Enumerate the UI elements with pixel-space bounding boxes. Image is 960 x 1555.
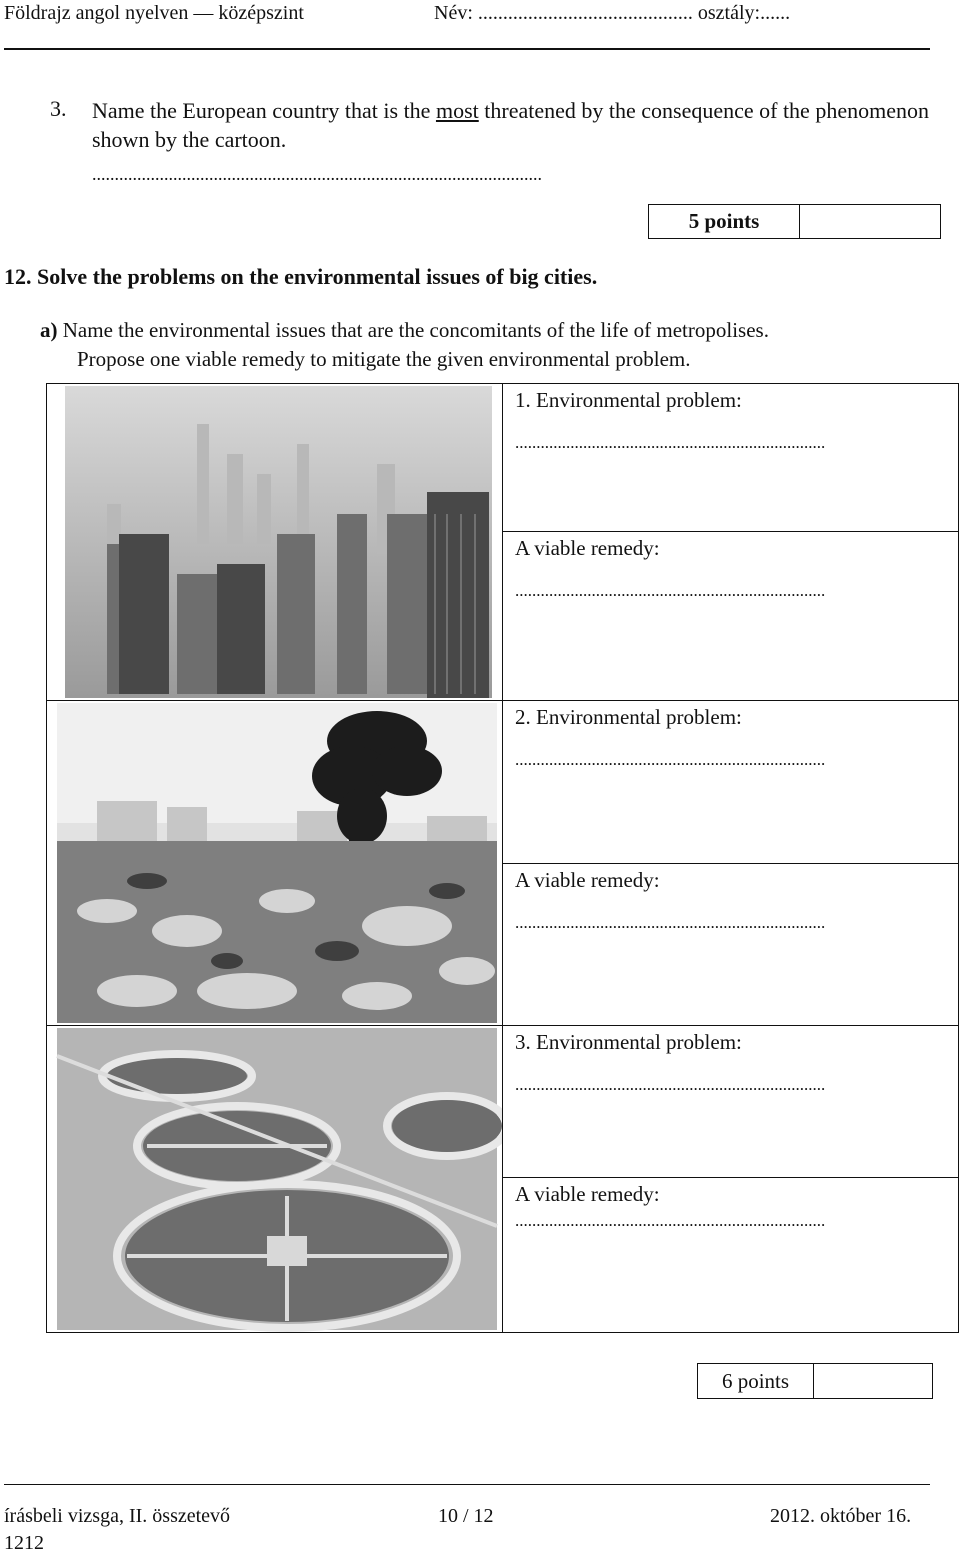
header-right: Név: ........................................... osztály:......: [434, 2, 791, 24]
problem-answer-line-3[interactable]: .........................................................................: [515, 1075, 826, 1094]
remedy-answer-line-2[interactable]: .........................................................................: [515, 912, 826, 932]
grid-row-3-problem: [47, 1026, 959, 1178]
points-score-cell-bottom[interactable]: [814, 1364, 932, 1398]
points-label-bottom: 6 points: [698, 1364, 814, 1398]
qa-line1: [40, 318, 769, 343]
problem-label-2: 2. Environmental problem:: [515, 705, 742, 729]
footer-rule: [4, 1484, 930, 1485]
problem-answer-line-2[interactable]: .........................................................................: [515, 750, 826, 769]
problem-cell-2: [503, 701, 959, 864]
grid-row-2-problem: [47, 701, 959, 864]
smog-city-photo: [47, 384, 502, 700]
header-left: Földrajz angol nyelven — középszint: [4, 2, 304, 24]
qa-line1-text: Name the environmental issues that are the concomitants of the life of metropolises.: [62, 318, 769, 342]
footer-date: 2012. október 16.: [770, 1505, 912, 1527]
problem-label-1: 1. Environmental problem:: [515, 388, 742, 412]
points-box-top: [648, 204, 941, 239]
photo-cell-3: [47, 1026, 503, 1333]
points-label-top: 5 points: [649, 205, 800, 238]
footer-page: 10 / 12: [438, 1505, 494, 1527]
remedy-label-3: A viable remedy:: [515, 1182, 660, 1207]
remedy-label-1: A viable remedy:: [515, 536, 660, 561]
q3-text: [92, 96, 932, 189]
qa-label: a): [40, 318, 58, 342]
remedy-answer-line-1[interactable]: .........................................................................: [515, 581, 826, 601]
problem-cell-3: [503, 1026, 959, 1178]
photo-cell-2: [47, 701, 503, 1026]
q12-title: 12. Solve the problems on the environmental issues of big cities.: [4, 264, 598, 289]
problem-cell-1: [503, 384, 959, 532]
q3-answer-line[interactable]: ....................................................................................................: [92, 164, 542, 184]
q3-text-emph: most: [435, 98, 479, 123]
remedy-cell-1: [503, 532, 959, 701]
problem-label-3: 3. Environmental problem:: [515, 1030, 742, 1054]
remedy-cell-3: [503, 1178, 959, 1333]
q3-text-post: threatened by the consequence of the phenomenon shown by the cartoon.: [92, 98, 929, 152]
footer-left: írásbeli vizsga, II. összetevő: [4, 1505, 231, 1527]
points-score-cell-top[interactable]: [800, 205, 940, 238]
qa-line2: Propose one viable remedy to mitigate the given environmental problem.: [77, 347, 691, 371]
remedy-cell-2: [503, 863, 959, 1026]
remedy-answer-line-3[interactable]: .........................................................................: [515, 1211, 826, 1231]
wastewater-plant-photo: [47, 1026, 502, 1332]
problem-answer-line-1[interactable]: .........................................................................: [515, 433, 826, 452]
q3-text-pre: Name the European country that is the: [92, 98, 436, 123]
footer-code: 1212: [4, 1532, 44, 1554]
landfill-smoke-photo: [47, 701, 502, 1025]
answer-grid: [46, 383, 959, 1333]
grid-row-1-problem: [47, 384, 959, 532]
header-rule: [4, 48, 930, 50]
photo-cell-1: [47, 384, 503, 701]
points-box-bottom: [697, 1363, 933, 1399]
remedy-label-2: A viable remedy:: [515, 867, 660, 892]
q3-number: 3.: [50, 96, 67, 121]
